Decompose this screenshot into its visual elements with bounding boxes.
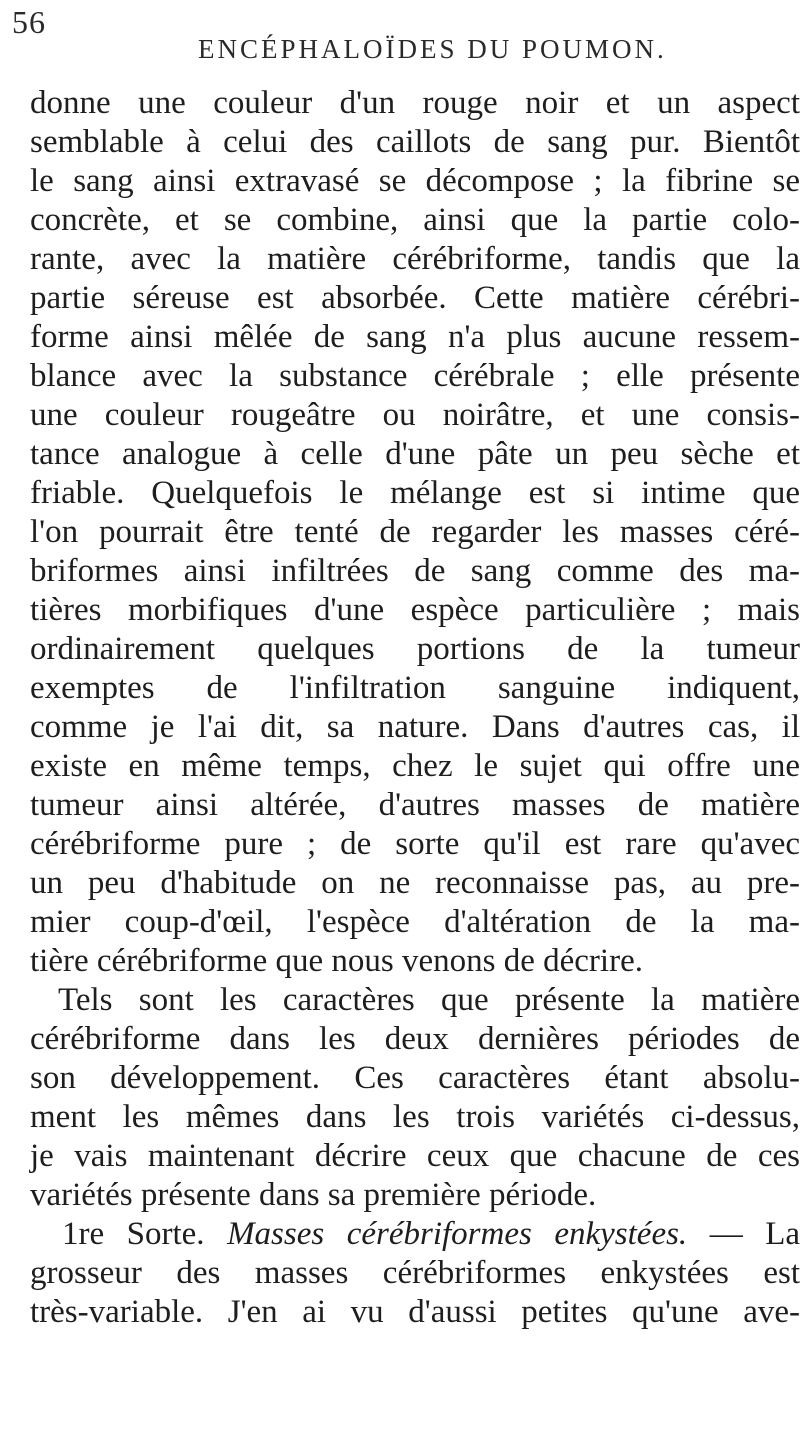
- text-line: tières morbifiques d'une espèce particulière ; mais: [30, 592, 800, 628]
- text-line: mier coup-d'œil, l'espèce d'altération de la ma-: [30, 904, 800, 940]
- text-line: le sang ainsi extravasé se décompose ; la fibrine se: [30, 163, 800, 199]
- text-line: ordinairement quelques portions de la tumeur: [30, 631, 800, 667]
- text-line: friable. Quelquefois le mélange est si intime que: [30, 475, 800, 511]
- text-line: concrète, et se combine, ainsi que la partie colo-: [30, 202, 800, 238]
- text-line: rante, avec la matière cérébriforme, tandis que la: [30, 241, 800, 277]
- section-heading-line: [30, 1215, 800, 1254]
- section-dash: —: [709, 1216, 743, 1252]
- text-line: très-variable. J'en ai vu d'aussi petites qu'une ave-: [30, 1294, 800, 1330]
- text-line: une couleur rougeâtre ou noirâtre, et une consis-: [30, 397, 800, 433]
- text-line: je vais maintenant décrire ceux que chacune de ces: [30, 1138, 800, 1174]
- section-number: 1re: [62, 1216, 105, 1252]
- page-number: 56: [12, 4, 46, 40]
- text-line: tumeur ainsi altérée, d'autres masses de matière: [30, 787, 800, 823]
- text-line: forme ainsi mêlée de sang n'a plus aucune ressem-: [30, 319, 800, 355]
- text-line: ment les mêmes dans les trois variétés ci-dessus,: [30, 1099, 800, 1135]
- text-line: un peu d'habitude on ne reconnaisse pas, au pre-: [30, 865, 800, 901]
- text-line: cérébriforme pure ; de sorte qu'il est rare qu'avec: [30, 826, 800, 862]
- text-line: comme je l'ai dit, sa nature. Dans d'autres cas, il: [30, 709, 800, 745]
- text-line: Tels sont les caractères que présente la matière: [58, 982, 800, 1018]
- text-line: existe en même temps, chez le sujet qui offre une: [30, 748, 800, 784]
- text-line: tière cérébriforme que nous venons de décrire.: [30, 943, 643, 979]
- text-line: exemptes de l'infiltration sanguine indiquent,: [30, 670, 800, 706]
- text-line: grosseur des masses cérébriformes enkystées est: [30, 1255, 800, 1291]
- body-text: [30, 84, 800, 1332]
- text-line: son développement. Ces caractères étant absolu-: [30, 1060, 800, 1096]
- section-first-text: La: [765, 1216, 800, 1252]
- text-line: variétés présente dans sa première période.: [30, 1177, 597, 1213]
- text-line: briformes ainsi infiltrées de sang comme des ma-: [30, 553, 800, 589]
- text-line: cérébriforme dans les deux dernières périodes de: [30, 1021, 800, 1057]
- text-line: l'on pourrait être tenté de regarder les masses céré-: [30, 514, 800, 550]
- text-line: partie séreuse est absorbée. Cette matière cérébri-: [30, 280, 800, 316]
- section-label: Sorte.: [126, 1216, 205, 1252]
- text-line: donne une couleur d'un rouge noir et un aspect: [30, 85, 800, 121]
- text-line: blance avec la substance cérébrale ; elle présente: [30, 358, 800, 394]
- running-head: ENCÉPHALOÏDES DU POUMON.: [198, 34, 667, 64]
- section-title: Masses cérébriformes enkystées.: [227, 1216, 688, 1252]
- text-line: tance analogue à celle d'une pâte un peu sèche et: [30, 436, 800, 472]
- text-line: semblable à celui des caillots de sang pur. Bientôt: [30, 124, 800, 160]
